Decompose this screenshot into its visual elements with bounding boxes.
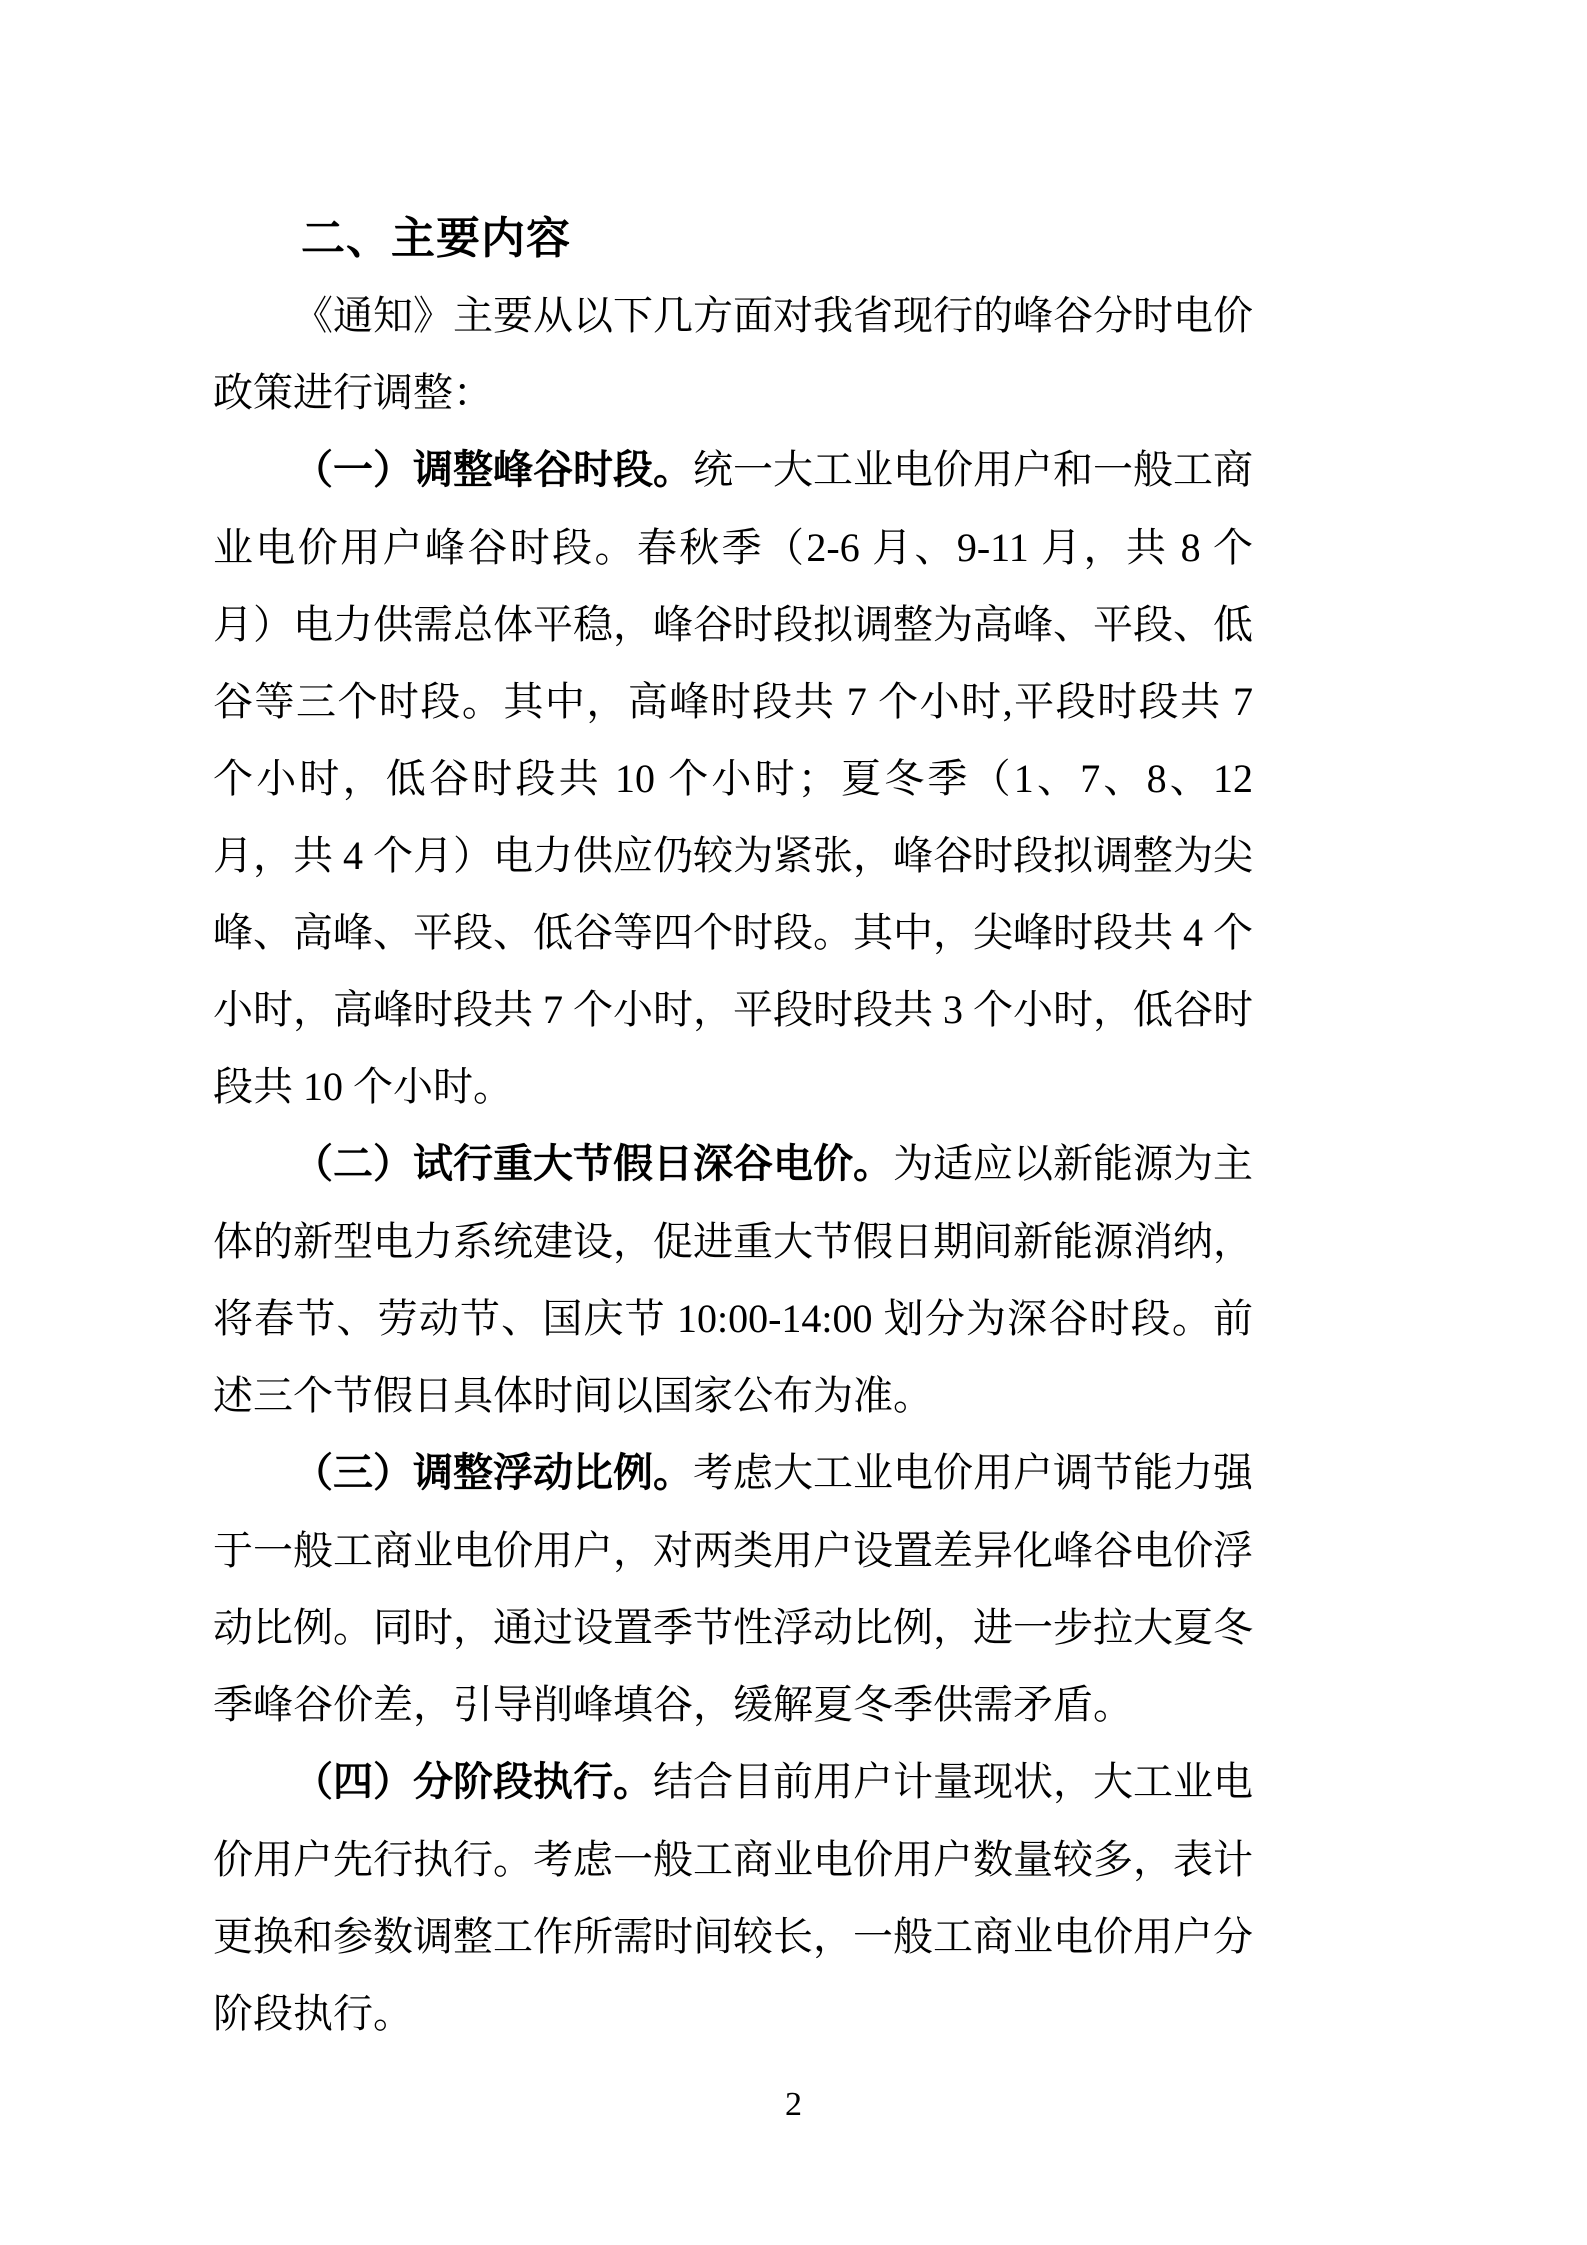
section-paragraph: （三）调整浮动比例。考虑大工业电价用户调节能力强于一般工商业电价用户，对两类用户设置差异化峰谷电价浮动比例。同时，通过设置季节性浮动比例，进一步拉大夏冬季峰谷价差，引导削峰填谷，缓解夏冬季供需矛盾。 — [213, 1450, 1253, 1727]
section-paragraph: （四）分阶段执行。结合目前用户计量现状，大工业电价用户先行执行。考虑一般工商业电价用户数量较多，表计更换和参数调整工作所需时间较长，一般工商业电价用户分阶段执行。 — [213, 1759, 1253, 2036]
section-paragraph: （二）试行重大节假日深谷电价。为适应以新能源为主体的新型电力系统建设，促进重大节假日期间新能源消纳，将春节、劳动节、国庆节 10:00-14:00 划分为深谷时段。前述三个节假日具体时间以国家公布为准。 — [213, 1141, 1253, 1418]
section-paragraph: （一）调整峰谷时段。统一大工业电价用户和一般工商业电价用户峰谷时段。春秋季（2-6 月、9-11 月，共 8 个月）电力供需总体平稳，峰谷时段拟调整为高峰、平段、低谷等三个时段。其中，高峰时段共 7 个小时,平段时段共 7 个小时，低谷时段共 10 个小时；夏冬季（1、7、8、12 月，共 4 个月）电力供应仍较为紧张，峰谷时段拟调整为尖峰、高峰、平段、低谷等四个时段。其中，尖峰时段共 4 个小时，高峰时段共 7 个小时，平段时段共 3 个小时，低谷时段共 10 个小时。 — [213, 447, 1253, 1109]
section-heading: 二、主要内容 — [301, 214, 571, 263]
section-lead: （四）分阶段执行。 — [293, 1760, 653, 1804]
section-lead: （二）试行重大节假日深谷电价。 — [293, 1142, 893, 1186]
intro-paragraph: 《通知》主要从以下几方面对我省现行的峰谷分时电价政策进行调整： — [213, 293, 1253, 415]
sections-container — [213, 431, 1253, 2052]
page-number: 2 — [785, 2086, 802, 2123]
document-content — [213, 200, 1253, 2052]
section-lead: （三）调整浮动比例。 — [293, 1451, 693, 1495]
section-lead: （一）调整峰谷时段。 — [293, 448, 693, 492]
